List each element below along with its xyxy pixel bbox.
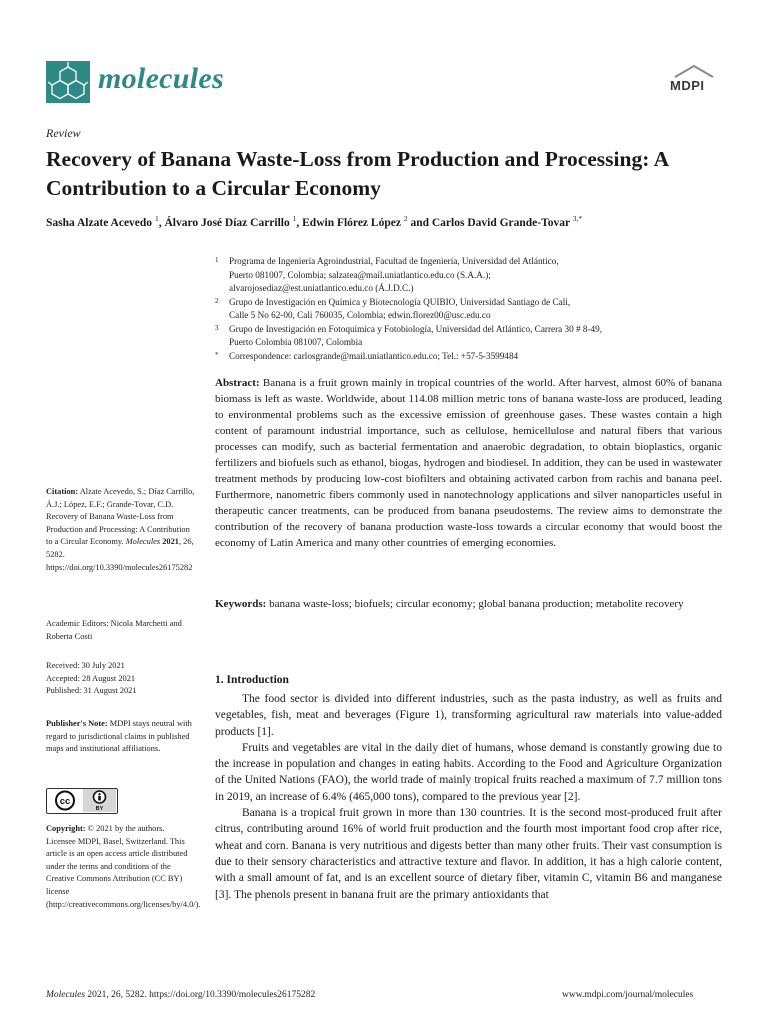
author-affiliation-mark: 1 [292,214,297,223]
article-type: Review [46,126,81,140]
author-name: Sasha Alzate Acevedo [46,216,153,229]
citation-year: 2021 [162,537,179,547]
correspondence-line[interactable]: Correspondence: carlosgrande@mail.uniatlantico.edu.co; Tel.: +57-5-3599484 [229,350,519,361]
received-date: Received: 30 July 2021 [46,661,125,670]
affiliation-line: Programa de Ingeniería Agroindustrial, Facultad de Ingeniería, Universidad del Atlántico, [229,256,559,266]
citation-doi[interactable]: , 26, 5282. https://doi.org/10.3390/molecules26175282 [46,537,194,572]
author-name: Carlos David Grande-Tovar [431,216,570,229]
correspondence-item [215,350,715,364]
cc-icon-text: cc [59,796,71,807]
affiliation-mark: 2 [215,296,219,305]
publisher-note-text: MDPI stays neutral with regard to jurisdictional claims in published maps and institutional affiliations. [46,719,192,754]
footer-journal: Molecules [46,990,86,1000]
author-name: Álvaro José Díaz Carrillo [164,216,290,229]
section-heading: 1. Introduction [215,674,289,686]
author-affiliation-mark: 3,* [572,214,583,223]
paragraph: Fruits and vegetables are vital in the daily diet of humans, whose demand is constantly growing due to the increase in population and changes in eating habits. According to the Food and Agriculture Organization of the United Nations (FAO), the world trade of mainly tropical fruits reached a maximum of 7.7 million tons in 2019, an increase of 6.4% (465,000 tons), compared to the previous year [2]. [215,741,722,803]
affiliation-item [215,323,715,350]
abstract-text: Banana is a fruit grown mainly in tropical countries of the world. After harvest, almost 60% of banana biomass is left as waste. Worldwide, about 114.08 million metric tons of banana waste-loss are produced, leading to environmental problems such as the excessive emission of greenhouse gases. These wastes contain a high content of paramount industrial importance, such as cellulose, hemicellulose and natural fibers that various processes can modify, such as bacterial fermentation and anaerobic degradation, to obtain bioplastics, organic fertilizers and biofuels such as ethanol, biogas, hydrogen and biodiesel. In addition, they can be used in wastewater treatment methods by producing low-cost biofilters and obtaining activated carbon from rachis and banana peel. Furthermore, nanometric fibers commonly used in nanotechnology applications and silver nanoparticles useful in therapeutic cancer treatments, can be produced from banana pseudostems. The review aims to demonstrate the contribution of the recovery of banana production waste-loss towards a circular economy that would boost the economy of Latin America and many other countries of emerging economies. [215,377,722,550]
citation-journal: Molecules [125,537,161,547]
publisher-note-label: Publisher's Note: [46,719,108,728]
affiliation-line[interactable]: Calle 5 No 62-00, Cali 760035, Colombia; edwin.florez00@usc.edu.co [229,310,491,320]
academic-editors [46,618,196,643]
author-affiliation-mark: 1 [154,214,159,223]
by-icon-text: BY [95,806,104,812]
affiliation-line[interactable]: alvarojosediaz@est.uniatlantico.edu.co (Á.J.D.C.) [229,283,414,293]
author-list: Sasha Alzate Acevedo $^1$, Álvaro José Díaz Carrillo $^1$, Edwin Flórez López $^2$ and Carlos David Grande-Tovar $^{3,*}$ [46,214,583,229]
paragraph: The food sector is divided into different industries, such as the pasta industry, as well as fruits and vegetables, fish, meat and beverages (Figure 1), transforming agricultural raw materials into value-added products [1]. [215,693,722,738]
cc-by-license-icon[interactable] [46,788,118,814]
affiliation-item [215,255,715,296]
journal-logo-icon [46,61,90,103]
author-name: Edwin Flórez López [302,216,401,229]
affiliation-item [215,296,715,323]
copyright-text: © 2021 by the authors. Licensee MDPI, Basel, Switzerland. This article is an open access article distributed under the terms and conditions of the Creative Commons Attribution (CC BY) license (http://creativecommons.org/licenses/by/4.0/). [46,824,201,909]
copyright-label: Copyright: [46,824,86,833]
footer-url[interactable]: www.mdpi.com/journal/molecules [562,990,694,1000]
footer-doi[interactable]: 2021, 26, 5282. https://doi.org/10.3390/molecules26175282 [85,990,316,1000]
affiliation-mark: 3 [215,323,219,332]
editors-label: Academic Editors: [46,619,109,628]
accepted-date: Accepted: 28 August 2021 [46,673,136,683]
footer-citation [46,990,315,1000]
affiliation-line: Grupo de Investigación en Fotoquímica y Fotobiología, Universidad del Atlántico, Carrera 30 # 8-49, [229,323,603,334]
citation-label: Citation: [46,487,79,496]
keywords-text: banana waste-loss; biofuels; circular economy; global banana production; metabolite recovery [269,598,684,610]
copyright-block [46,823,201,911]
publisher-note [46,718,196,756]
affiliation-mark: 1 [215,256,219,264]
citation-text: Alzate Acevedo, S.; Díaz Carrillo, Á.J.; López, E.F.; Grande-Tovar, C.D. Recovery of Banana Waste-Loss from Production and Processing: A Contribution to a Circular Economy. [46,487,195,547]
citation-block [46,486,196,574]
editors-names: Nicola Marchetti and Roberta Costi [46,619,182,641]
abstract-label: Abstract: [215,377,260,389]
published-date: Published: 31 August 2021 [46,686,137,696]
author-affiliation-mark: 2 [403,214,408,223]
introduction-body [215,691,722,903]
journal-name: molecules [98,62,225,95]
affiliations [215,255,715,363]
publisher-logo-text: MDPI [670,78,705,93]
affiliation-line: Grupo de Investigación en Química y Biotecnología QUIBIO, Universidad Santiago de Cali, [229,296,571,307]
affiliation-line[interactable]: Puerto 081007, Colombia; salzatea@mail.uniatlantico.edu.co (S.A.A.); [229,269,491,280]
affiliation-line: Puerto Colombia 081007, Colombia [229,337,363,347]
article-title: Recovery of Banana Waste-Loss from Production and Processing: A Contribution to a Circular Economy [46,147,668,200]
keywords [215,596,722,612]
publication-dates [46,660,196,698]
keywords-label: Keywords: [215,598,267,610]
abstract [215,375,722,552]
paragraph: Banana is a tropical fruit grown in more than 130 countries. It is the second most-produced fruit after citrus, contributing around 16% of world fruit production and the fourth most important food crop after rice, wheat and corn. Banana is very nutritious and digests better than many other fruits. Their vast consumption is due to their sensory characteristics and attractive texture and flavor. In addition, it has a high calorie content, with a small amount of fat, and is an excellent source of dietary fiber, vitamin C, vitamin B6 and manganese [3]. The phenols present in banana fruit are the primary antioxidants that [215,807,722,901]
correspondence-mark: * [215,350,219,359]
